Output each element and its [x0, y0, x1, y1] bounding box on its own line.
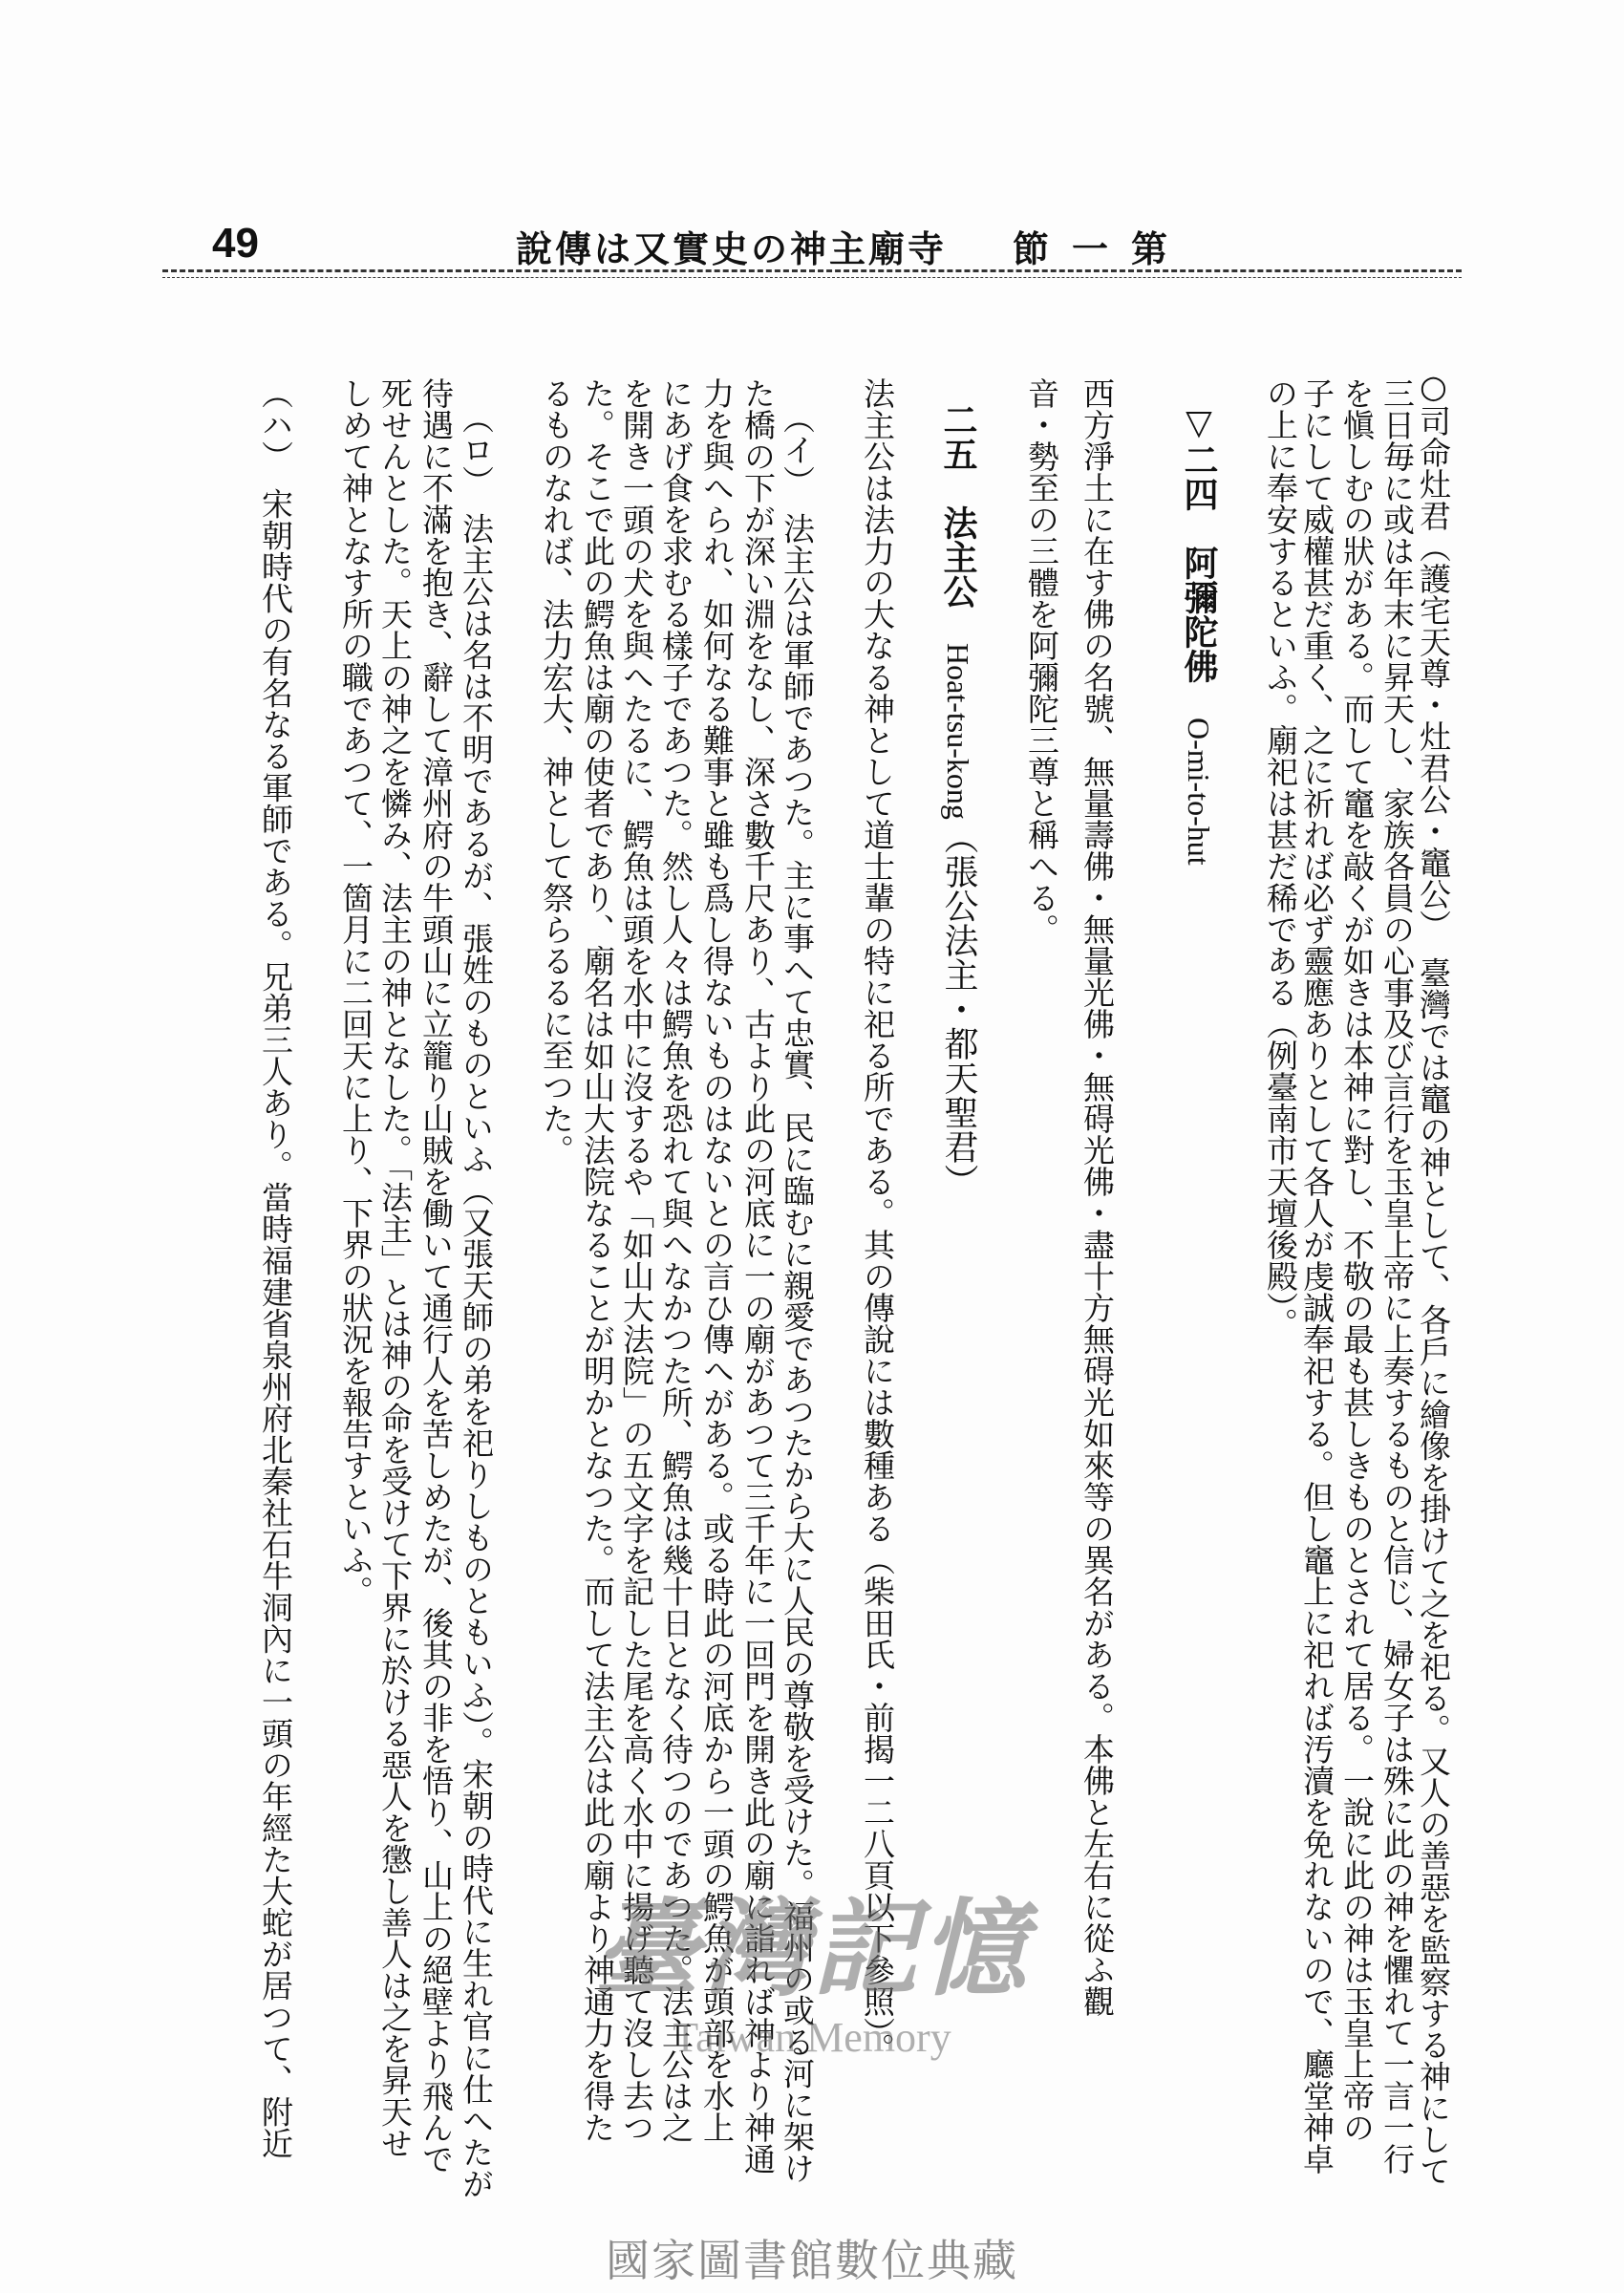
text-column: の上に奉安するといふ。廟祀は甚だ稀である（例臺南市天壇後殿）。 — [1262, 377, 1299, 1339]
section-heading-24 — [1180, 402, 1218, 1830]
heading-title: 阿彌陀佛 — [1179, 546, 1219, 683]
watermark-english: Taiwan Memory — [673, 2014, 951, 2061]
text-column: にあげ食を求むる樣子であつた。然し人々は鰐魚を恐れて與へなかつた所、鰐魚は幾十日となく待つのであつた。法主公は之 — [657, 377, 694, 2143]
text-column: 待遇に不滿を抱き、辭して漳州府の牛頭山に立籠り山賊を働いて通行人を苦しめたが、後其の非を悟り、山上の絕壁より飛んで — [417, 377, 455, 2175]
text-column: ○司命灶君（護宅天尊・灶君公・竈公） 臺灣では竈の神として、各戶に繪像を掛けて之を祀る。又人の善惡を監察する神にして — [1415, 368, 1452, 2187]
text-column: た橋の下が深い淵をなし、深さ數千尺あり、古より此の河底に一の廟があつて三千年に一回門を開き此の廟に詣れば神より神通 — [739, 377, 777, 2175]
heading-mark: ▽ — [1179, 402, 1219, 442]
page-number: 49 — [212, 220, 259, 267]
running-title: 寺廟主神の史實又は傳說 — [516, 227, 948, 270]
text-column: 三日毎に或は年末に昇天し、家族各員の心事及び言行を玉皇上帝に上奏するものと信じ、婦女子は殊に此の神を懼れて一言一行 — [1378, 377, 1416, 2175]
text-column: 子にして威權甚だ重く、之に祈れば必ず靈應ありとして各人が虔誠奉祀する。但し竈上に祀れば汚瀆を免れないので、廳堂神卓 — [1298, 377, 1336, 2175]
text-column: 音・勢至の三體を阿彌陀三尊と稱へる。 — [1023, 377, 1060, 945]
text-column: （ハ） 宋朝時代の有名なる軍師である。兄弟三人あり。當時福建省泉州府北秦社石牛洞內に一頭の年經た大蛇が居つて、附近 — [257, 377, 294, 2159]
header-rule — [162, 269, 1462, 272]
header-rule-thin — [162, 277, 1462, 278]
heading-romanization: O-mi-to-hut — [1182, 718, 1216, 866]
text-column: （ロ） 法主公は名は不明であるが、張姓のものといふ（又張天師の弟を祀りしものともいふ）。宋朝の時代に生れ官に仕へたが — [458, 402, 495, 2199]
section-heading-25 — [939, 402, 977, 1830]
text-column: しめて神となす所の職であつて、一箇月に二回天に上り、下界の狀況を報告すといふ。 — [337, 377, 374, 1607]
text-column: 法主公は法力の大なる神として道士輩の特に祀る所である。其の傳說には數種ある（柴田氏・前揭一二八頁以下參照）。 — [859, 377, 896, 2065]
text-column: を愼しむの狀がある。而して竈を敲くが如きは本神に對し、不敬の最も甚しきものとされて居る。一說に此の神は玉皇上帝の — [1338, 377, 1376, 2143]
text-column: るものなれば、法力宏大、神として祭らるるに至つた。 — [538, 377, 575, 1166]
text-column: 死せんとした。天上の神之を憐み、法主の神となした。「法主」とは神の命を受けて下界に於ける惡人を懲し善人は之を昇天せ — [376, 377, 414, 2159]
text-column: を開き一頭の犬を與へたるに、鰐魚は頭を水中に沒するや「如山大法院」の五文字を記した尾を高く水中に揚げ聽て沒し去つ — [618, 377, 655, 2143]
text-column: （イ） 法主公は軍師であつた。主に事へて忠實、民に臨むに親愛であつたから大に人民の尊敬を受けた。福州の或る河に架け — [779, 402, 816, 2184]
footer-credit: 國家圖書館數位典藏 — [606, 2235, 1018, 2286]
text-column: た。そこで此の鰐魚は廟の使者であり、廟名は如山大法院なることが明かとなつた。而して法主公は此の廟より神通力を得た — [579, 377, 616, 2143]
heading-romanization: Hoat-tsu-kong — [941, 643, 975, 820]
text-column: 西方淨土に在す佛の名號、無量壽佛・無量光佛・無碍光佛・盡十方無碍光如來等の異名がある。本佛と左右に從ふ觀 — [1079, 377, 1116, 2017]
heading-title: 法主公 — [938, 505, 978, 609]
heading-aliases: （張公法主・都天聖君） — [939, 819, 978, 1198]
heading-number: 二五 — [938, 402, 978, 471]
heading-number: 二四 — [1179, 442, 1219, 511]
watermark-chinese: 臺灣記憶 — [594, 1887, 1030, 2010]
section-label: 第一節 — [1013, 227, 1191, 270]
text-column: 力を與へられ、如何なる難事と雖も爲し得ないものはないとの言ひ傳へがある。或る時此の河底から一頭の鰐魚が頭部を水上 — [698, 377, 736, 2143]
